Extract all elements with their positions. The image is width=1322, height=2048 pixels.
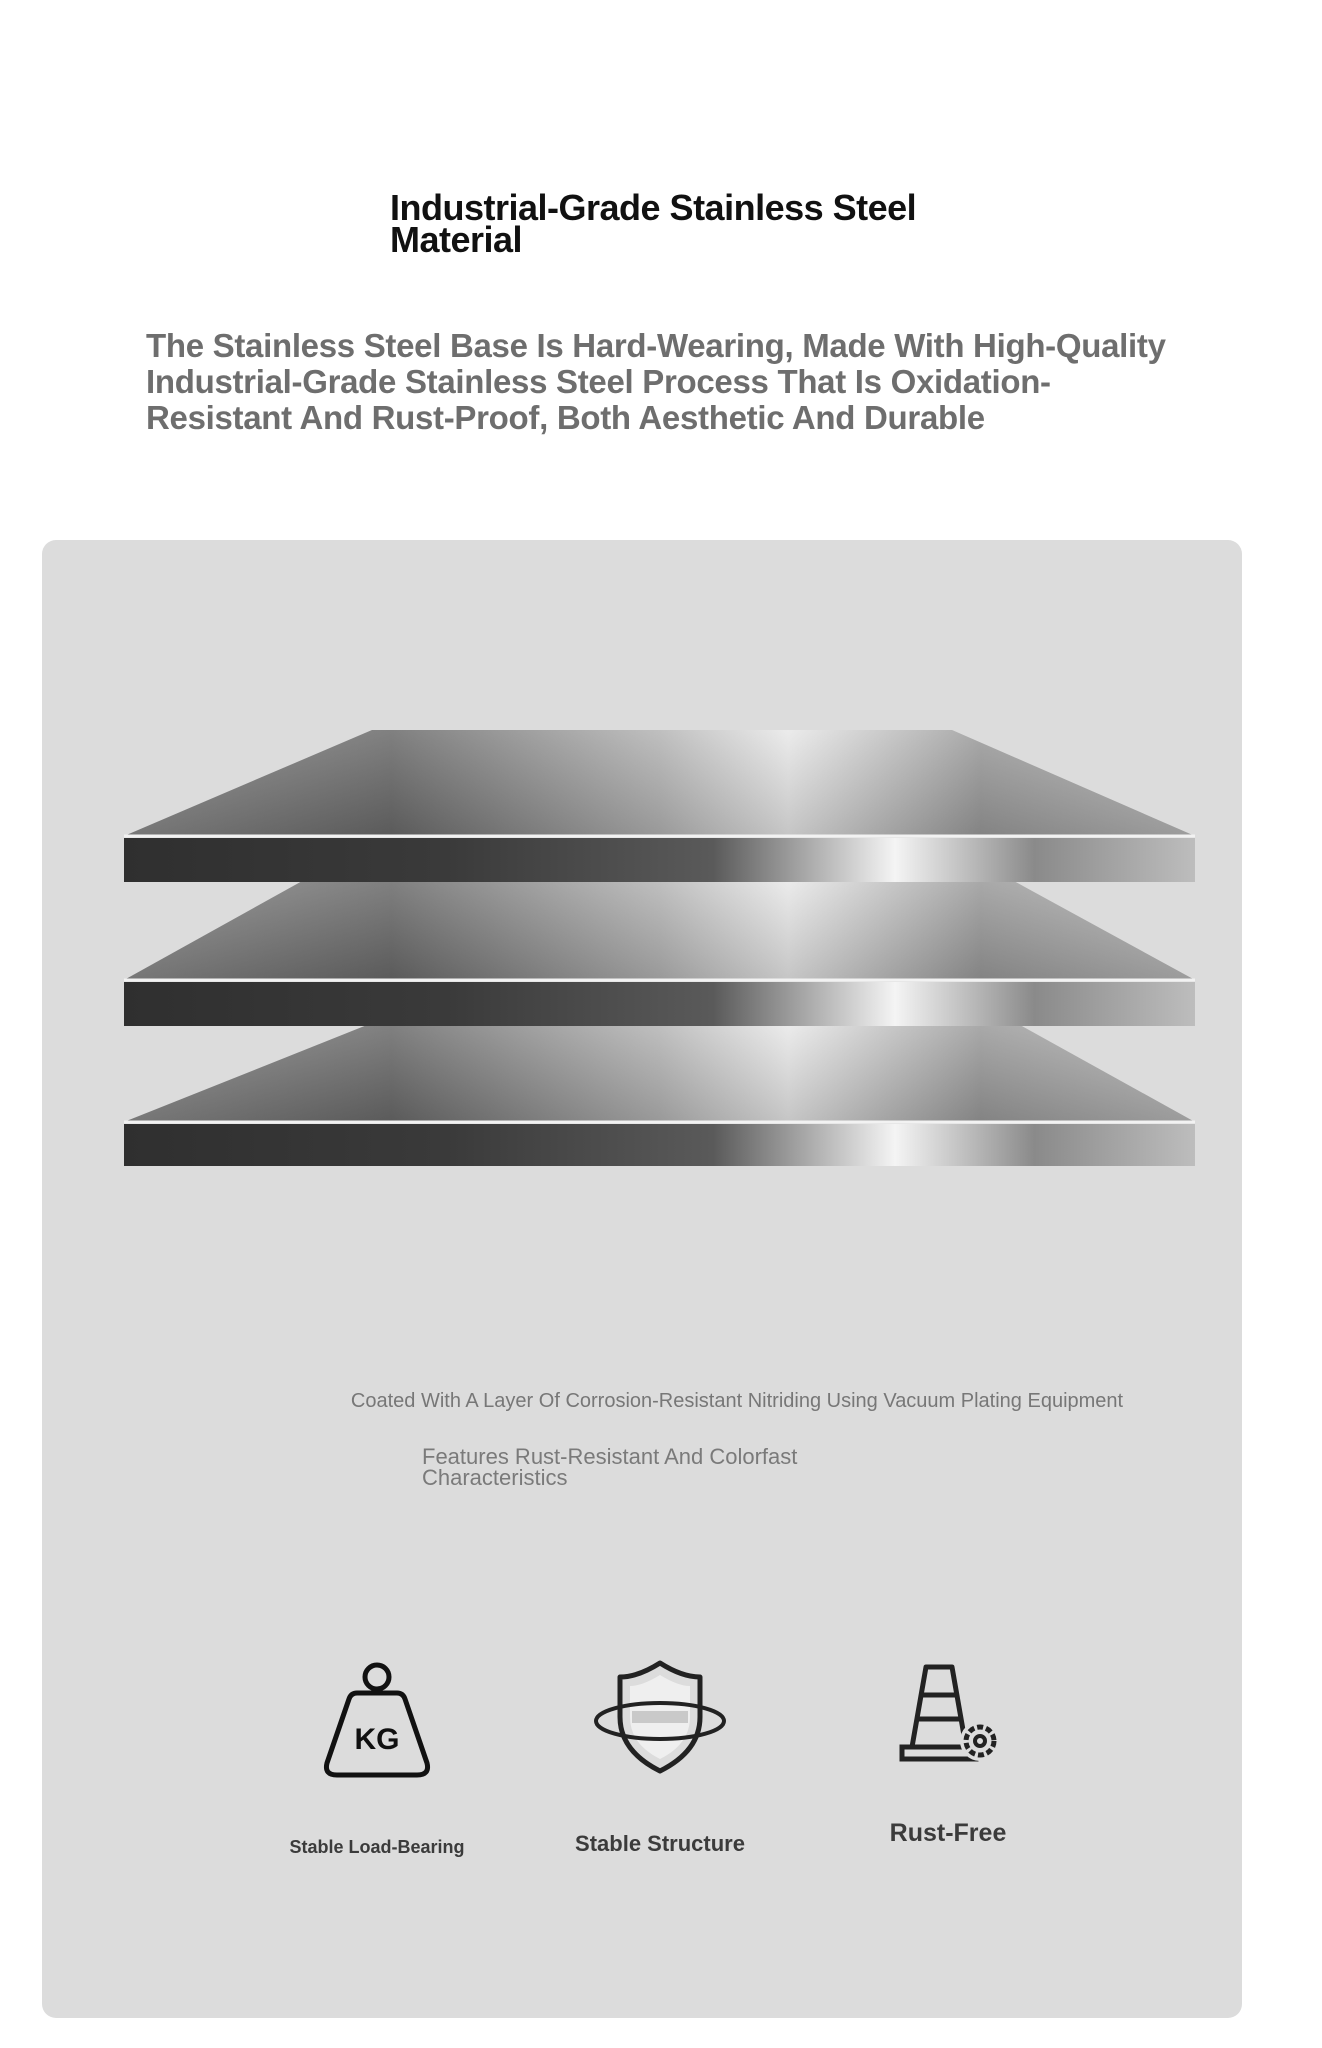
steel-plate-middle: [124, 880, 1195, 1026]
steel-plate-top: [124, 730, 1195, 882]
feature-rust-free: [818, 1655, 1078, 1848]
headline: Industrial-Grade Stainless Steel Material: [390, 187, 917, 260]
steel-plate-bottom: [124, 1025, 1195, 1166]
weight-badge: KG: [354, 1723, 400, 1756]
shield-ring-icon: [590, 1655, 730, 1785]
feature-label: Rust-Free: [889, 1819, 1007, 1847]
cone-gear-icon: [888, 1655, 1008, 1775]
feature-structure: [530, 1655, 790, 1857]
coating-note: Coated With A Layer Of Corrosion-Resistant Nitriding Using Vacuum Plating Equipment: [350, 1390, 1124, 1412]
feature-label: Stable Structure: [575, 1831, 745, 1856]
steel-plates-image: [42, 690, 1242, 1210]
feature-label: Stable Load-Bearing: [289, 1837, 465, 1857]
weight-kg-icon: [317, 1655, 437, 1785]
feature-load-bearing: [247, 1655, 507, 1858]
product-panel: [42, 540, 1242, 2018]
features-note: Features Rust-Resistant And Colorfast Characteristics: [422, 1444, 798, 1490]
intro-text: The Stainless Steel Base Is Hard-Wearing, Made With High-Quality Industrial-Grade Stainless Steel Process That Is Oxidation-Resistant And Rust-Proof, Both Aesthetic And Durable: [146, 327, 1166, 436]
